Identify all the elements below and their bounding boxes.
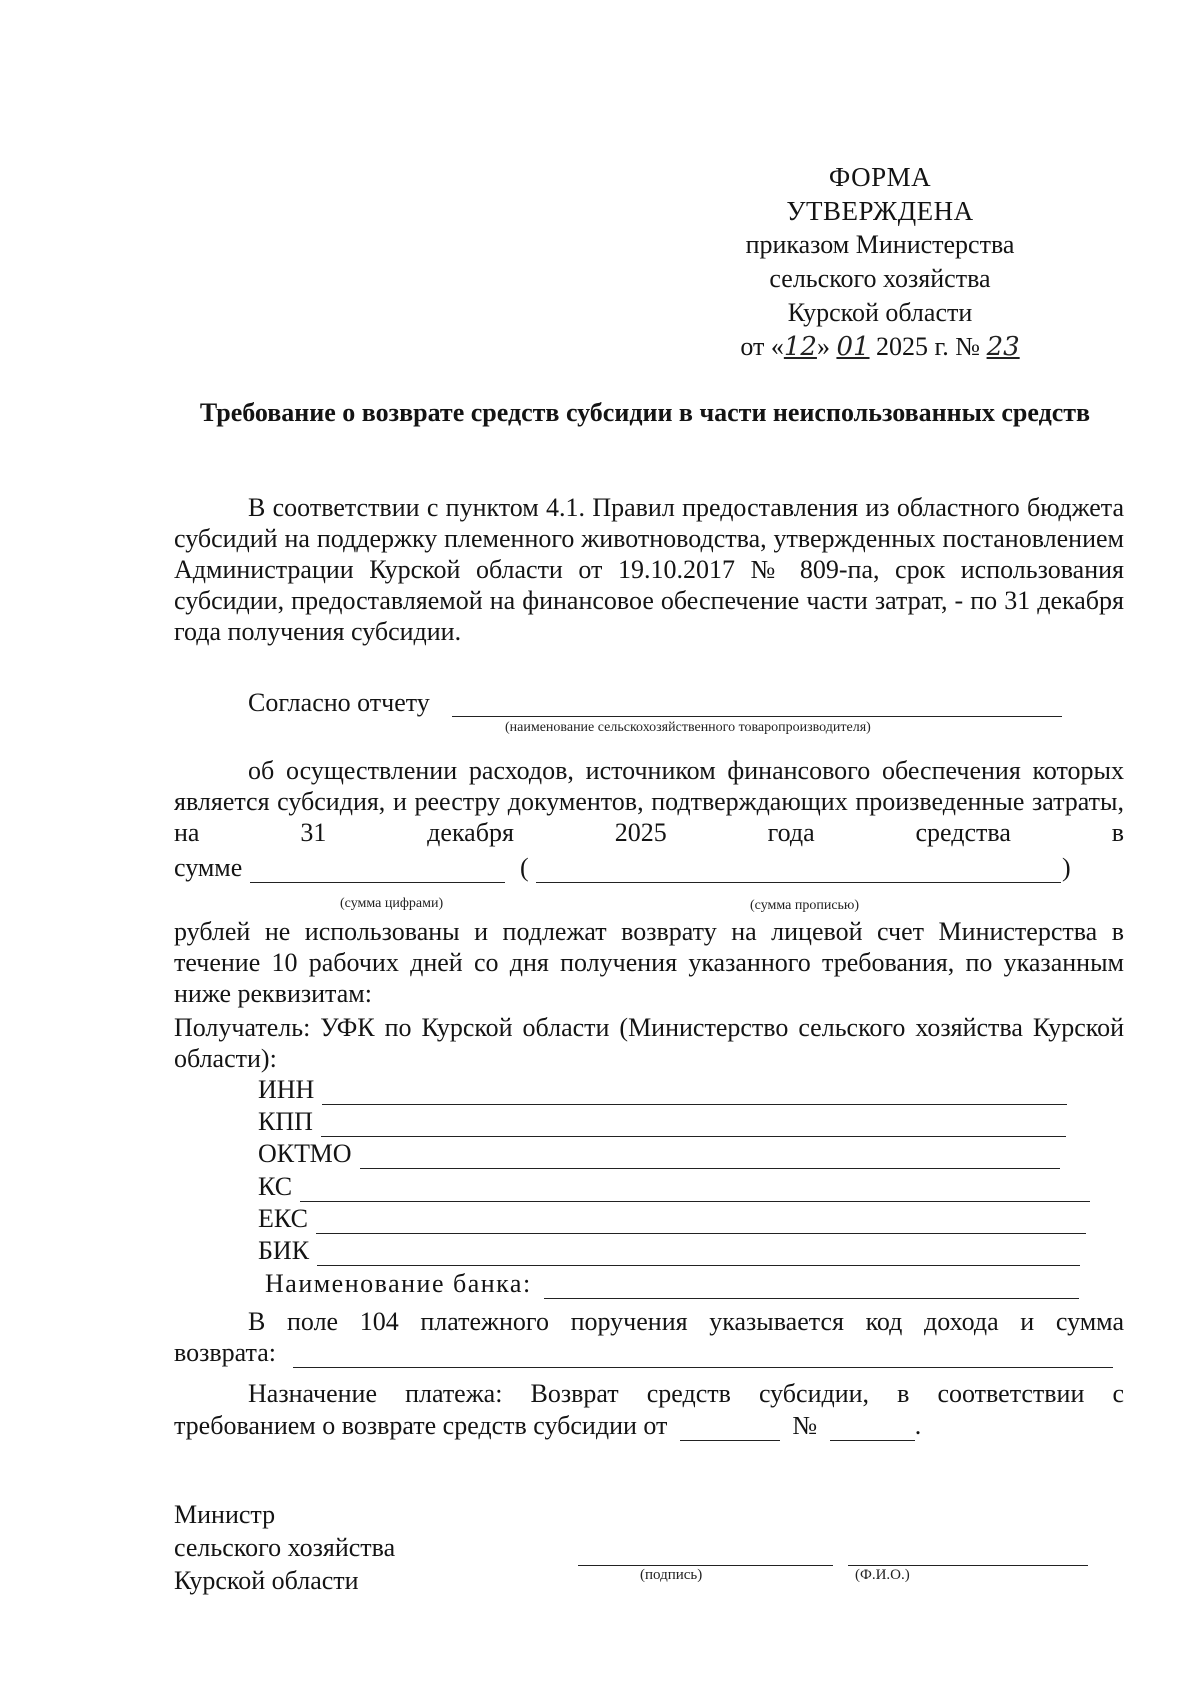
bank-field[interactable] (544, 1274, 1079, 1299)
eks-label: ЕКС (258, 1204, 308, 1233)
purpose-text: Назначение платежа: Возврат средств субсидии, в соответствии с (248, 1379, 1124, 1408)
eks-row (258, 1204, 1086, 1234)
bik-label: БИК (258, 1236, 310, 1265)
signatory-title: Министр (174, 1500, 276, 1529)
inn-label: ИНН (258, 1075, 315, 1104)
order-number-handwritten: 23 (986, 332, 1020, 362)
full-name-line[interactable] (848, 1565, 1088, 1566)
recipient-text: Получатель: УФК по Курской области (Министерство сельского хозяйства Курской области): (174, 1013, 1124, 1073)
ks-row (258, 1172, 1090, 1202)
field104-text: В поле 104 платежного поручения указывается код дохода и сумма (248, 1307, 1124, 1336)
date-year: 2025 г. № (869, 332, 987, 361)
paren-open: ( (520, 853, 529, 882)
ks-label: КС (258, 1172, 293, 1201)
approval-region-line: Курской области (787, 298, 973, 327)
purpose-line2-text: требованием о возврате средств субсидии от (174, 1411, 668, 1440)
date-prefix: от « (740, 332, 784, 361)
return-code-field[interactable] (293, 1341, 1113, 1368)
approval-ministry-line: сельского хозяйства (769, 264, 991, 293)
signatory-ministry: сельского хозяйства (174, 1533, 396, 1562)
document-title: Требование о возврате средств субсидии в части неиспользованных средств (199, 398, 1091, 427)
paragraph-report: об осуществлении расходов, источником финансового обеспечения которых является субсидия, и реестру документов, подтверждающих произведенные затраты, на 31 декабря 2025 года средства в (174, 756, 1124, 847)
period: . (914, 1411, 922, 1440)
date-day-handwritten: 12 (783, 332, 817, 362)
paren-close: ) (1062, 853, 1071, 882)
sum-words-field[interactable] (536, 856, 1061, 883)
eks-field[interactable] (316, 1209, 1086, 1234)
inn-row (258, 1075, 1067, 1105)
form-label: ФОРМА (828, 162, 932, 192)
oktmo-field[interactable] (360, 1144, 1060, 1169)
requirement-number-field[interactable] (830, 1418, 915, 1441)
purpose-line2 (174, 1410, 921, 1441)
bik-row (258, 1236, 1080, 1266)
bik-field[interactable] (317, 1241, 1080, 1266)
kpp-label: КПП (258, 1107, 313, 1136)
kpp-row (258, 1107, 1066, 1137)
requirement-date-field[interactable] (680, 1418, 780, 1441)
ks-field[interactable] (300, 1177, 1090, 1202)
bank-row (265, 1269, 1079, 1299)
sum-words-hint: (сумма прописью) (750, 898, 860, 913)
approval-block (690, 160, 1070, 364)
signatory-region: Курской области (174, 1566, 359, 1595)
approval-order-line: приказом Министерства (745, 230, 1015, 259)
approval-date-line (690, 330, 1070, 364)
date-month-handwritten: 01 (836, 332, 870, 362)
paragraph-rules: В соответствии с пунктом 4.1. Правил предоставления из областного бюджета субсидий на поддержку племенного животноводства, утвержденных постановлением Администрации Курской области от 19.10.2017 № 809-па, срок использования субсидии, предоставляемой на финансовое обеспечение части затрат, - по 31 декабря года получения субсидии. (174, 493, 1124, 646)
paragraph-return: рублей не использованы и подлежат возврату на лицевой счет Министерства в течение 10 рабочих дней со дня получения указанного требования, по указанным ниже реквизитам: (174, 917, 1124, 1008)
sum-digits-field[interactable] (250, 856, 505, 883)
full-name-hint: (Ф.И.О.) (855, 1567, 910, 1583)
sum-label: сумме (174, 853, 243, 882)
signatory-block (174, 1498, 395, 1597)
approved-label: УТВЕРЖДЕНА (786, 196, 974, 226)
signature-hint: (подпись) (640, 1567, 703, 1583)
bank-label: Наименование банка: (265, 1269, 532, 1298)
inn-field[interactable] (322, 1080, 1067, 1105)
producer-hint: (наименование сельскохозяйственного товаропроизводителя) (505, 720, 871, 735)
signature-line[interactable] (578, 1565, 833, 1566)
according-label: Согласно отчету (248, 688, 430, 717)
date-mid: » (816, 332, 837, 361)
return-label: возврата: (174, 1338, 276, 1367)
number-sign: № (792, 1411, 818, 1440)
oktmo-label: ОКТМО (258, 1139, 352, 1168)
producer-name-field[interactable] (452, 690, 1062, 717)
sum-digits-hint: (сумма цифрами) (340, 896, 444, 911)
kpp-field[interactable] (321, 1112, 1066, 1137)
oktmo-row (258, 1139, 1060, 1169)
